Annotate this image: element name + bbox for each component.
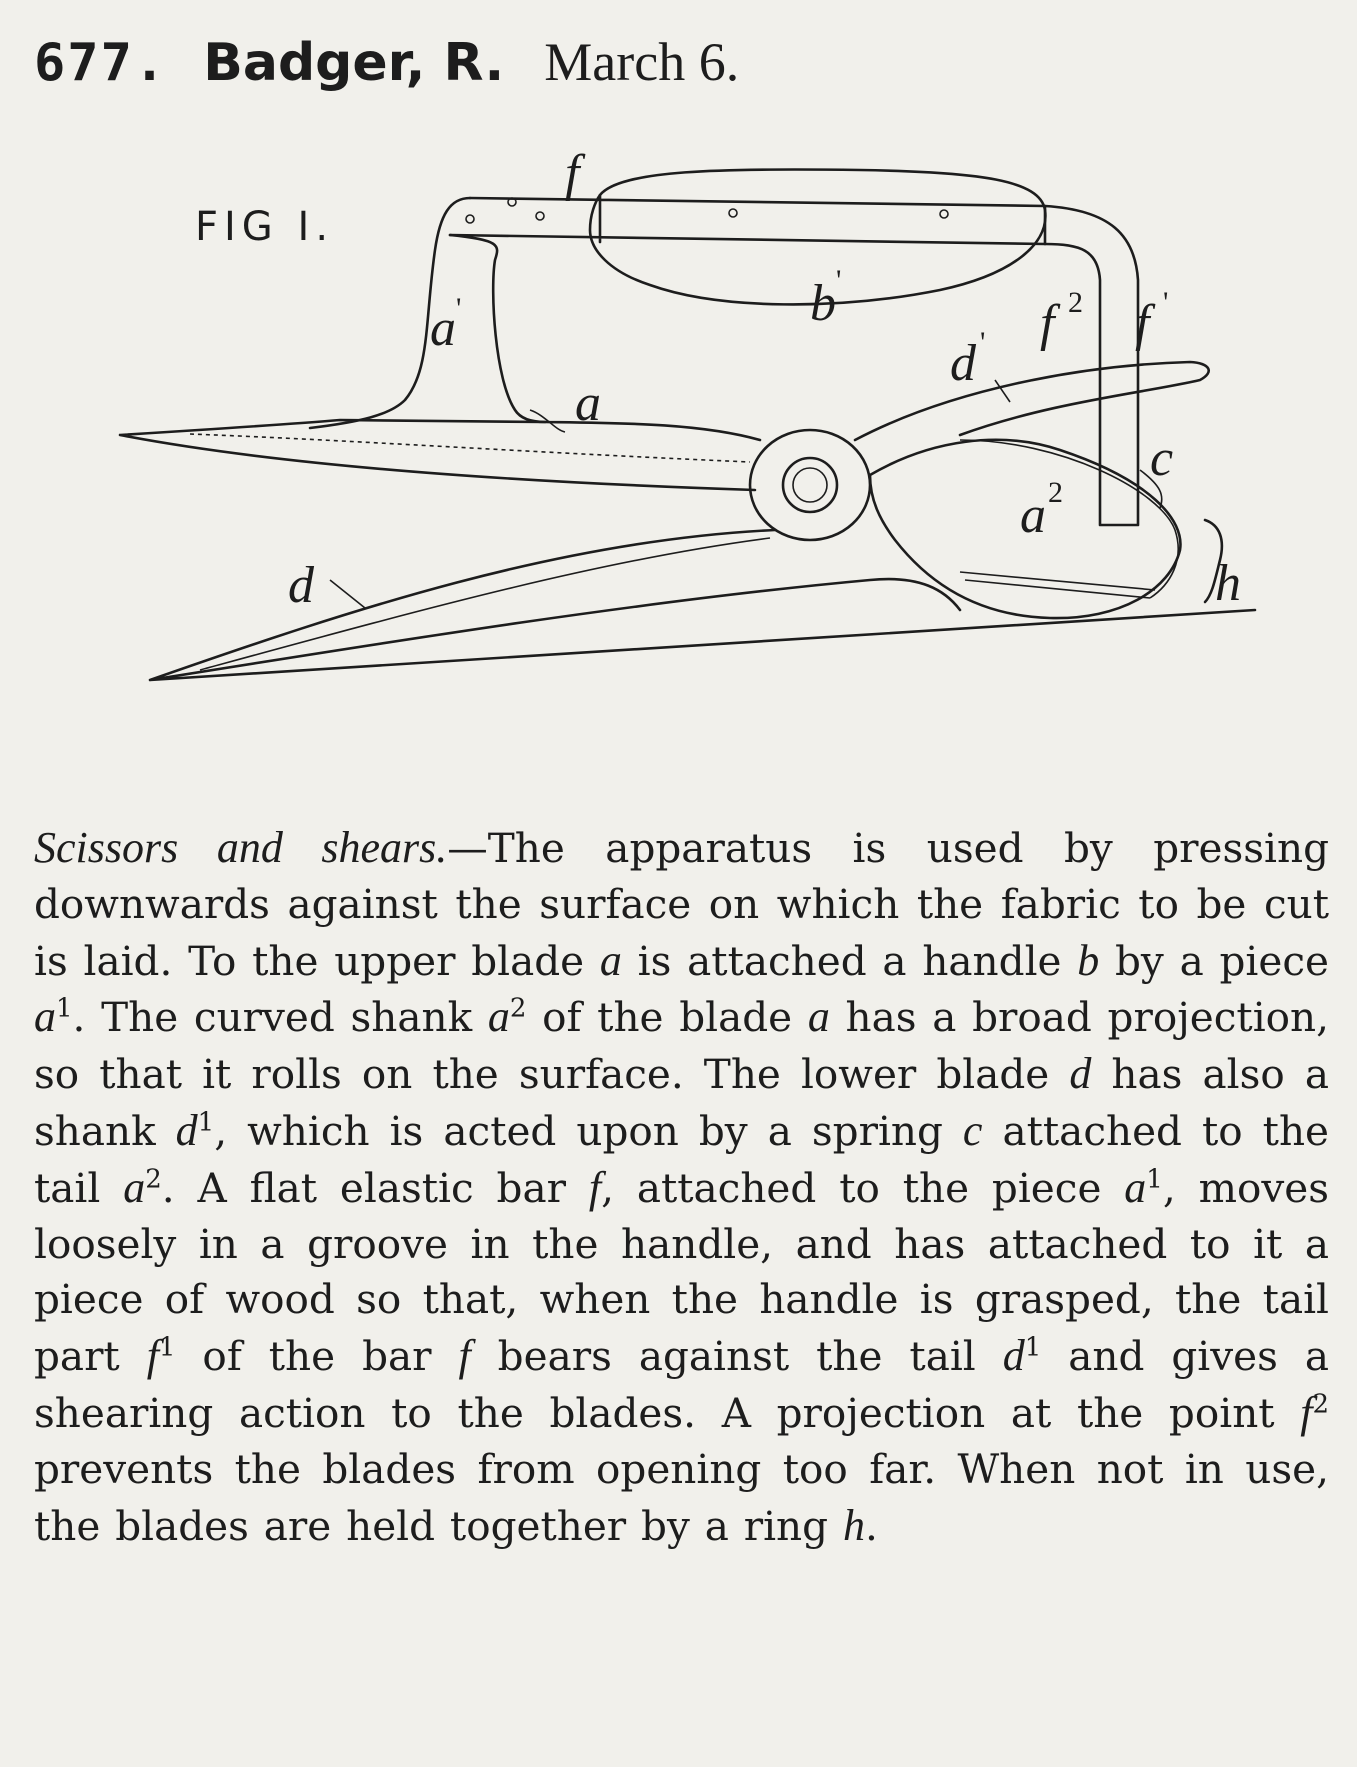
text-run: . A flat elastic bar bbox=[161, 1163, 589, 1212]
text-run: is attached a handle bbox=[621, 936, 1078, 985]
description-paragraph bbox=[34, 820, 1329, 1554]
ref-h: h bbox=[842, 1500, 865, 1550]
label-a1: a bbox=[430, 300, 456, 357]
label-f1-sup: ' bbox=[1163, 286, 1169, 319]
ref-sup: 1 bbox=[1024, 1332, 1042, 1363]
entry-date: March 6. bbox=[544, 32, 740, 92]
scissors-illustration bbox=[0, 140, 1357, 800]
upper-blade-a bbox=[120, 420, 760, 490]
entry-number: 677. bbox=[34, 33, 168, 93]
blade-edge-line bbox=[200, 538, 770, 670]
rivet bbox=[536, 212, 544, 220]
ref-a: a bbox=[599, 935, 622, 985]
label-a2-sup: 2 bbox=[1048, 476, 1063, 509]
text-run: . bbox=[864, 1501, 878, 1550]
label-a2: a bbox=[1020, 487, 1046, 544]
pivot-screw-outer bbox=[783, 458, 837, 512]
ref-sup: 1 bbox=[197, 1107, 215, 1138]
ref-b: b bbox=[1077, 935, 1100, 985]
ref-sup: 2 bbox=[509, 993, 527, 1024]
ref-f: f bbox=[458, 1331, 471, 1381]
ref-f1: f bbox=[146, 1331, 159, 1381]
pivot-disc bbox=[750, 430, 870, 540]
label-b-mark: ' bbox=[836, 264, 842, 297]
ref-sup: 2 bbox=[1312, 1389, 1329, 1420]
label-c: c bbox=[1150, 430, 1174, 487]
projection-band bbox=[960, 572, 1155, 598]
label-d1-sup: ' bbox=[980, 326, 986, 359]
pivot-screw-inner bbox=[793, 468, 827, 502]
ref-a1: a bbox=[34, 992, 56, 1042]
text-run: has also a shank bbox=[34, 1050, 1330, 1155]
ref-f: f bbox=[588, 1162, 602, 1212]
ref-a: a bbox=[807, 992, 830, 1042]
rivet bbox=[940, 210, 948, 218]
ref-sup: 1 bbox=[158, 1332, 176, 1363]
text-run: and gives a shearing action to the blades. A projection at the point bbox=[34, 1332, 1329, 1437]
text-run: . The curved shank bbox=[72, 993, 488, 1042]
text-run: , which is acted upon by a spring bbox=[214, 1106, 963, 1155]
text-run: has a broad projection, so that it rolls on the surface. The lower blade bbox=[34, 993, 1329, 1099]
text-run: by a piece bbox=[1099, 936, 1329, 985]
text-run: attached to the tail bbox=[34, 1106, 1330, 1212]
em-dash: — bbox=[447, 824, 488, 872]
rivet bbox=[466, 215, 474, 223]
label-d: d bbox=[288, 557, 314, 614]
figure-label: FIG I. bbox=[195, 204, 335, 250]
text-run: , moves loosely in a groove in the handle, and has attached to it a piece of wood so that, when the handle is grasped, the tail part bbox=[34, 1163, 1329, 1381]
leader-d1 bbox=[995, 380, 1010, 402]
subject-heading: Scissors and shears. bbox=[34, 823, 448, 872]
label-f2-sup: 2 bbox=[1068, 286, 1083, 319]
label-f1: f bbox=[1135, 295, 1150, 352]
label-a1-sup: ' bbox=[456, 292, 462, 325]
label-d1: d bbox=[950, 335, 976, 392]
ref-d1: d bbox=[1002, 1331, 1025, 1381]
ref-d1: d bbox=[175, 1105, 198, 1155]
text-run: The apparatus is used by pressing downwards against the surface on which the fabric to be cut is laid. To the upper blade bbox=[34, 824, 1329, 985]
text-run: bears against the tail bbox=[470, 1332, 1003, 1381]
rivet bbox=[729, 209, 737, 217]
label-f: f bbox=[565, 145, 580, 202]
label-h: h bbox=[1215, 555, 1241, 612]
leader-d bbox=[330, 580, 365, 608]
inventor-name: Badger, R. bbox=[203, 33, 505, 93]
entry-header bbox=[34, 30, 739, 95]
text-run: , attached to the piece bbox=[601, 1163, 1125, 1212]
label-f2: f bbox=[1040, 295, 1055, 352]
text-run: of the blade bbox=[526, 993, 808, 1042]
text-run: of the bar bbox=[175, 1332, 459, 1381]
text-run: prevents the blades from opening too far. When not in use, the blades are held together by a ring bbox=[34, 1444, 1329, 1550]
ref-d: d bbox=[1069, 1049, 1092, 1099]
ref-f2: f bbox=[1300, 1387, 1313, 1437]
ref-sup: 1 bbox=[56, 993, 73, 1024]
label-b: b bbox=[810, 275, 836, 332]
ref-sup: 1 bbox=[1146, 1164, 1163, 1195]
ref-a2: a bbox=[487, 992, 510, 1042]
shank-d1 bbox=[855, 362, 1209, 440]
piece-a1 bbox=[310, 198, 545, 428]
label-a: a bbox=[575, 375, 601, 432]
ref-sup: 2 bbox=[145, 1164, 162, 1195]
lower-blade-d bbox=[150, 530, 1255, 680]
ref-a1: a bbox=[1124, 1162, 1147, 1212]
ref-c: c bbox=[962, 1105, 983, 1155]
ref-a2: a bbox=[123, 1162, 146, 1212]
